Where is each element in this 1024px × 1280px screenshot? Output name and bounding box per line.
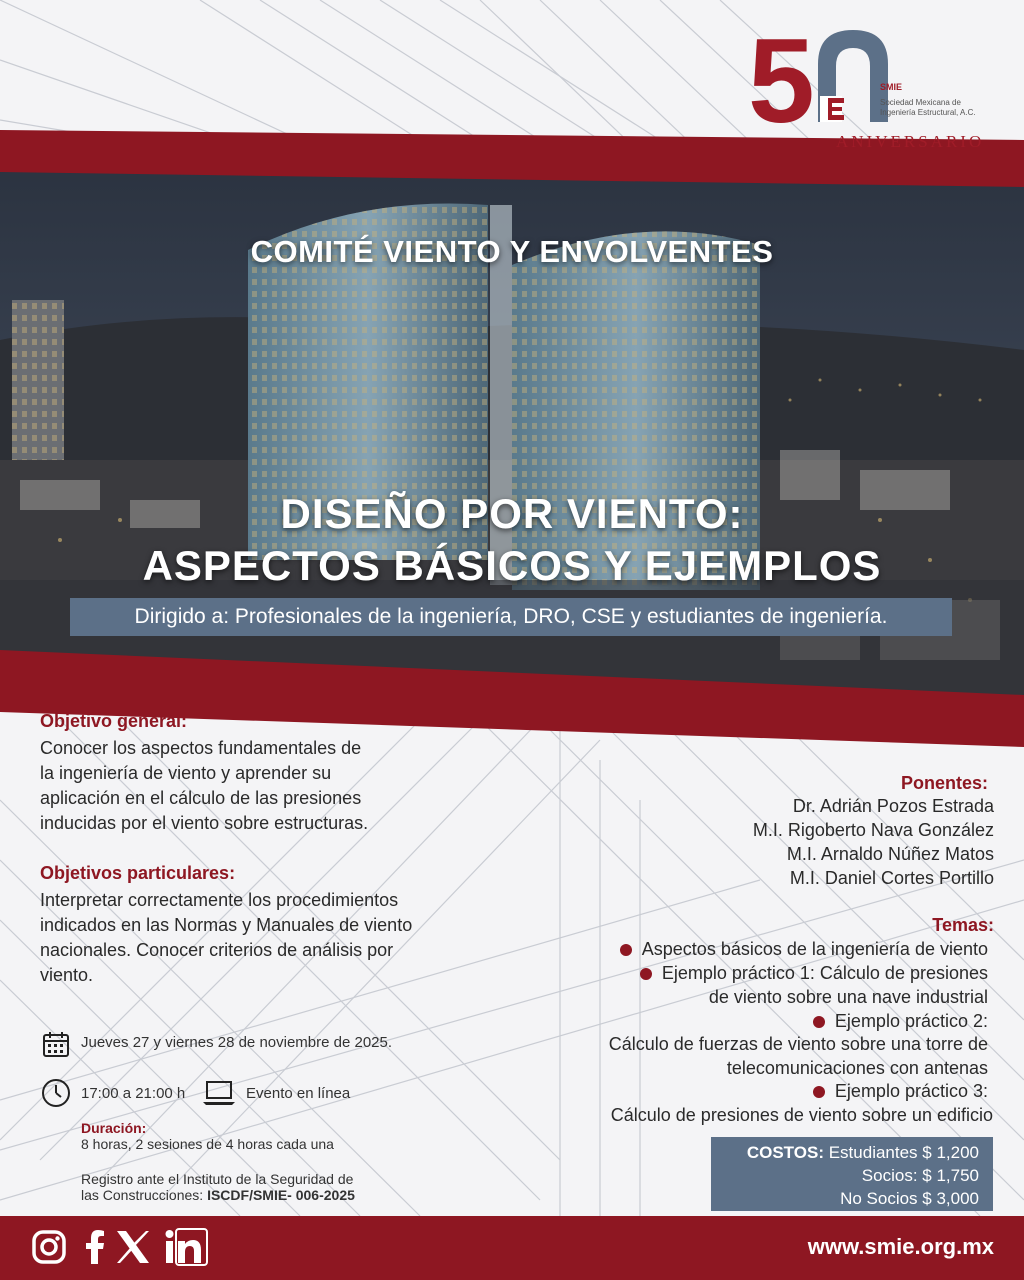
svg-text:5: 5 [748,22,815,148]
cost-students: Estudiantes $ 1,200 [828,1143,979,1162]
topic-4-line2: Cálculo de presiones de viento sobre un edificio [610,1105,993,1125]
topic-2 [640,963,988,984]
topic-3-line3: telecomunicaciones con antenas [726,1058,988,1078]
speaker-2: M.I. Rigoberto Nava González [752,820,994,840]
objective-particular-heading: Objetivos particulares: [40,863,236,883]
objective-general-line: aplicación en el cálculo de las presiones [40,788,362,808]
cost-non-members: No Socios $ 3,000 [840,1189,979,1208]
instagram-icon[interactable] [30,1228,68,1266]
duration-text: 8 horas, 2 sesiones de 4 horas cada una [81,1136,334,1152]
laptop-icon [202,1080,236,1106]
footer-bar [0,1216,1024,1280]
topics-heading: Temas: [932,915,994,935]
linkedin-icon[interactable] [164,1228,208,1266]
topic-1 [620,939,988,960]
topic-4 [813,1081,988,1102]
website-link[interactable]: www.smie.org.mx [807,1234,994,1259]
speaker-3: M.I. Arnaldo Núñez Matos [786,844,994,864]
event-time: 17:00 a 21:00 h [81,1085,186,1102]
anniversary-label: ANIVERSARIO [836,132,985,151]
logo-acronym: SMIE [880,82,903,92]
objective-particular-line: viento. [40,965,94,985]
cost-students-row [711,1141,979,1164]
cost-members: Socios: $ 1,750 [861,1166,979,1185]
topic-4-line1: Ejemplo práctico 3: [834,1081,988,1101]
registry-line1: Registro ante el Instituto de la Seguridad de [81,1171,354,1187]
topic-3 [813,1011,988,1032]
topic-3-line2: Cálculo de fuerzas de viento sobre una torre de [608,1034,988,1054]
committee-title: COMITÉ VIENTO Y ENVOLVENTES [250,234,774,269]
registry-code: ISCDF/SMIE- 006-2025 [207,1187,355,1203]
objective-particular-line: Interpretar correctamente los procedimientos [40,890,399,910]
topic-3-line1: Ejemplo práctico 2: [834,1011,988,1031]
bullet-icon [640,968,652,980]
logo-org-line2: Ingeniería Estructural, A.C. [880,108,976,117]
duration-heading: Duración: [81,1120,147,1136]
speaker-4: M.I. Daniel Cortes Portillo [789,868,994,888]
audience-banner: Dirigido a: Profesionales de la ingeniería, DRO, CSE y estudiantes de ingeniería. [70,598,952,636]
costs-label: COSTOS: [746,1143,824,1162]
bullet-icon [813,1086,825,1098]
objective-particular-line: nacionales. Conocer criterios de análisis por [40,940,394,960]
event-date: Jueves 27 y viernes 28 de noviembre de 2025. [81,1034,393,1051]
bullet-icon [620,944,632,956]
objective-general-heading: Objetivo general: [40,711,188,731]
speakers-heading: Ponentes: [900,773,988,793]
topic-2-line1: Ejemplo práctico 1: Cálculo de presiones [661,963,988,983]
topic-1-text: Aspectos básicos de la ingeniería de viento [641,939,988,959]
objective-general-text [40,736,368,836]
logo-org-line1: Sociedad Mexicana de [880,98,961,107]
objective-general-line: Conocer los aspectos fundamentales de [40,738,362,758]
calendar-icon [42,1030,70,1058]
event-title-line1: DISEÑO POR VIENTO: [280,490,744,537]
objective-general-line: la ingeniería de viento y aprender su [40,763,332,783]
event-title-line2: ASPECTOS BÁSICOS Y EJEMPLOS [142,542,882,589]
clock-icon [40,1077,72,1109]
objective-particular-text [40,888,412,988]
speaker-1: Dr. Adrián Pozos Estrada [792,796,994,816]
x-icon[interactable] [114,1228,152,1266]
costs-box [711,1137,993,1211]
event-mode: Evento en línea [246,1085,351,1102]
registry-line2 [81,1187,355,1203]
registry-prefix: las Construcciones: [81,1187,208,1203]
bullet-icon [813,1016,825,1028]
topic-2-line2: de viento sobre una nave industrial [708,987,988,1007]
facebook-icon[interactable] [76,1228,114,1266]
objective-particular-line: indicados en las Normas y Manuales de viento [40,915,413,935]
objective-general-line: inducidas por el viento sobre estructuras. [40,813,369,833]
